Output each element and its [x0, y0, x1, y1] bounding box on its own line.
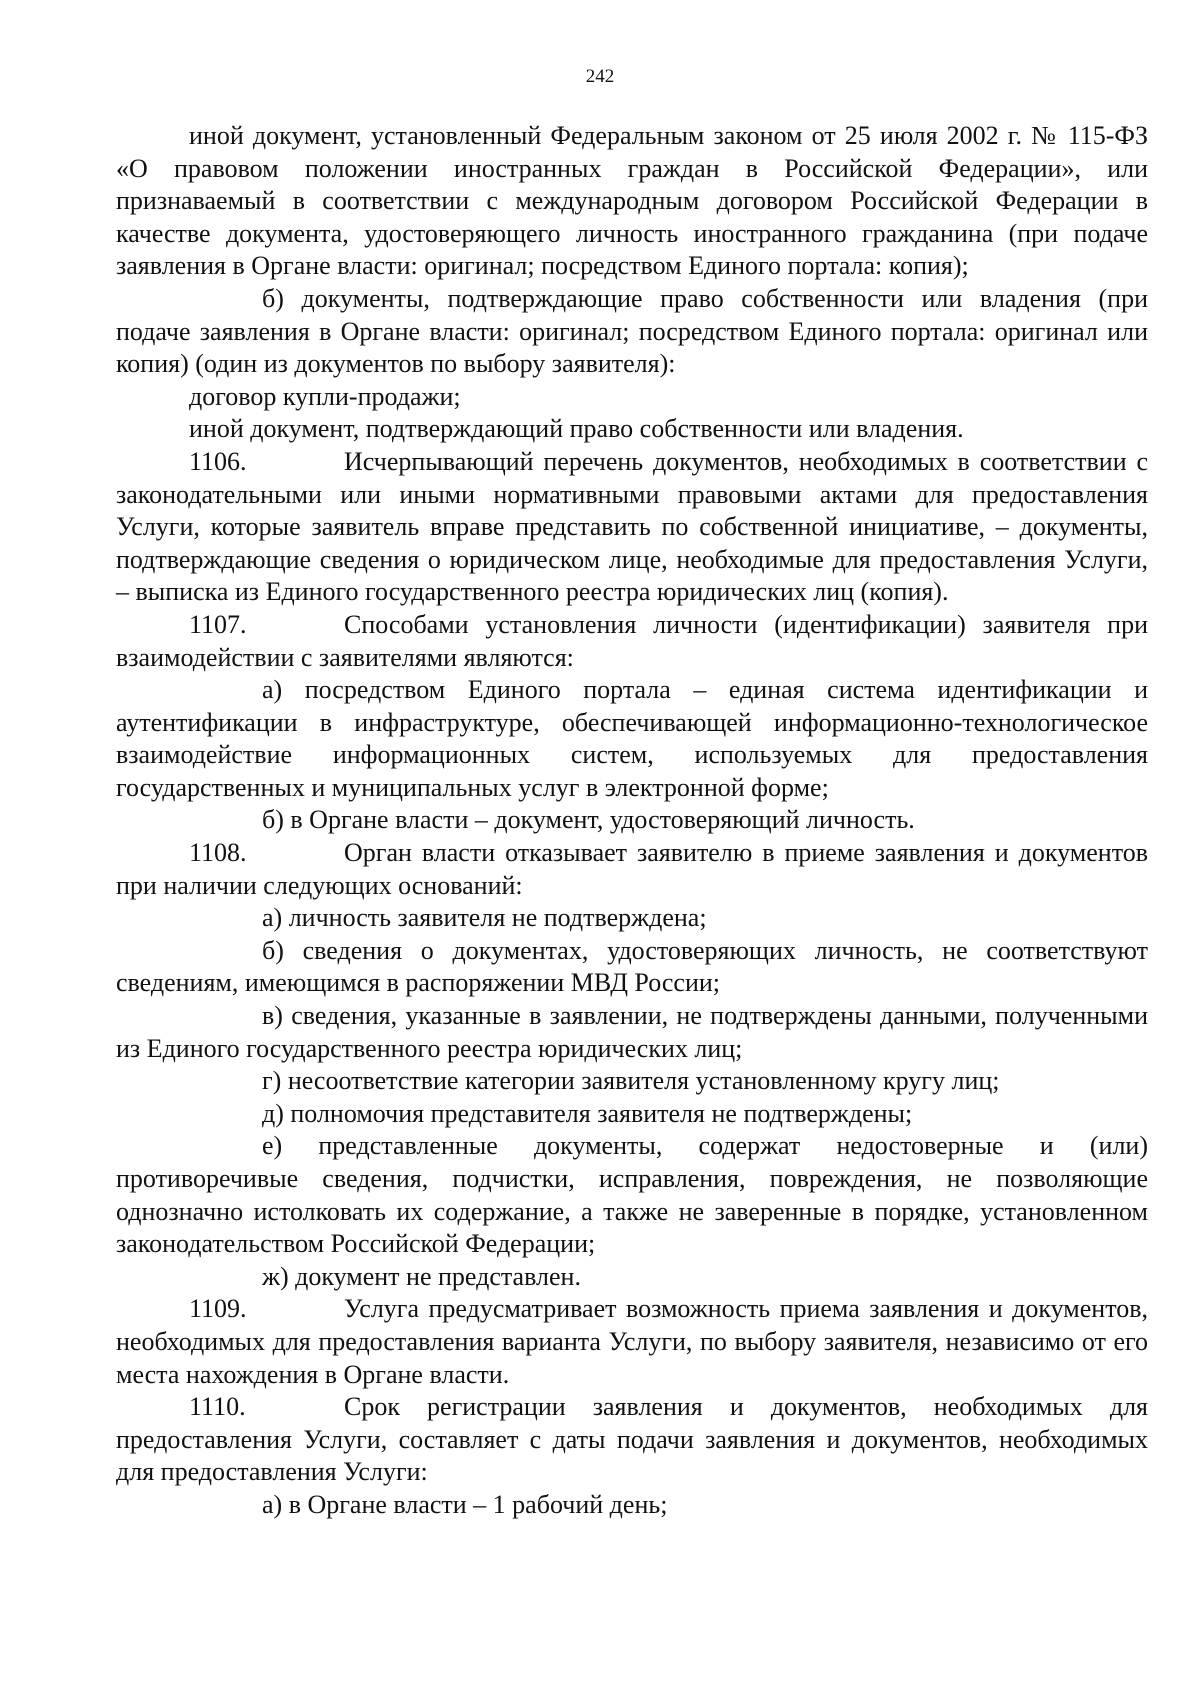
item-label: в) — [262, 1001, 283, 1031]
item-label: а) — [262, 675, 283, 705]
item-label: д) — [262, 1098, 284, 1128]
clause-number: 1108. — [189, 838, 247, 868]
item-label: б) — [262, 805, 284, 835]
list-item — [116, 1098, 1148, 1131]
list-item — [116, 902, 1148, 935]
paragraph — [116, 413, 1148, 446]
clause-number: 1109. — [189, 1294, 247, 1324]
item-label: е) — [262, 1131, 283, 1161]
item-text: документ не представлен. — [295, 1261, 581, 1291]
page-number: 242 — [585, 66, 615, 87]
paragraph — [116, 381, 1148, 414]
paragraph-text: иной документ, подтверждающий право собственности или владения. — [189, 414, 964, 444]
item-label: ж) — [262, 1261, 289, 1291]
numbered-clause — [116, 1391, 1148, 1489]
paragraph-text: договор купли-продажи; — [189, 381, 461, 411]
item-text: в Органе власти – 1 рабочий день; — [288, 1489, 668, 1519]
clause-text: Срок регистрации заявления и документов, необходимых для предоставления Услуги, составляет с даты подачи заявления и документов, необходимых для предоставления Услуги: — [116, 1392, 1148, 1487]
item-text: личность заявителя не подтверждена; — [288, 903, 707, 933]
item-text: в Органе власти – документ, удостоверяющий личность. — [290, 805, 915, 835]
list-item — [116, 1489, 1148, 1522]
item-text: представленные документы, содержат недостоверные и (или) противоречивые сведения, подчистки, исправления, повреждения, не позволяющие однозначно истолковать их содержание, а также не заверенные в порядке, установленном законодательством Российской Федерации; — [116, 1131, 1148, 1259]
item-label: б) — [262, 935, 284, 965]
list-item — [116, 804, 1148, 837]
clause-text: Исчерпывающий перечень документов, необходимых в соответствии с законодательными или иными нормативными правовыми актами для предоставления Услуги, которые заявитель вправе представить по собственной инициативе, – документы, подтверждающие сведения о юридическом лице, необходимые для предоставления Услуги, – выписка из Единого государственного реестра юридических лиц (копия). — [116, 446, 1148, 607]
item-label: б) — [262, 283, 284, 313]
clause-text: Услуга предусматривает возможность приема заявления и документов, необходимых для предоставления варианта Услуги, по выбору заявителя, независимо от его места нахождения в Органе власти. — [116, 1294, 1148, 1389]
paragraph — [116, 120, 1148, 283]
item-text: несоответствие категории заявителя установленному кругу лиц; — [287, 1066, 1000, 1096]
clause-number: 1110. — [189, 1392, 246, 1422]
document-body — [116, 120, 1148, 1522]
list-item — [116, 1065, 1148, 1098]
list-item — [116, 1130, 1148, 1260]
numbered-clause — [116, 446, 1148, 609]
item-label: а) — [262, 1489, 283, 1519]
clause-text: Способами установления личности (идентификации) заявителя при взаимодействии с заявителями являются: — [116, 609, 1148, 672]
list-item — [116, 674, 1148, 804]
item-label: г) — [262, 1066, 282, 1096]
item-text: сведения о документах, удостоверяющих личность, не соответствуют сведениям, имеющимся в распоряжении МВД России; — [116, 935, 1148, 998]
list-item — [116, 1261, 1148, 1294]
list-item — [116, 283, 1148, 381]
item-text: посредством Единого портала – единая система идентификации и аутентификации в инфраструктуре, обеспечивающей информационно-технологическое взаимодействие информационных систем, используемых для предоставления государственных и муниципальных услуг в электронной форме; — [116, 675, 1149, 802]
item-text: сведения, указанные в заявлении, не подтверждены данными, полученными из Единого государственного реестра юридических лиц; — [116, 1001, 1149, 1063]
clause-number: 1107. — [189, 609, 247, 639]
numbered-clause — [116, 609, 1148, 674]
numbered-clause — [116, 1293, 1148, 1391]
item-text: документы, подтверждающие право собственности или владения (при подаче заявления в Органе власти: оригинал; посредством Единого портала: оригинал или копия) (один из документов по выбору заявителя): — [116, 283, 1149, 379]
item-text: полномочия представителя заявителя не подтверждены; — [290, 1098, 913, 1128]
paragraph-text: иной документ, установленный Федеральным законом от 25 июля 2002 г. № 115-ФЗ «О правовом положении иностранных граждан в Российской Федерации», или признаваемый в соответствии с международным договором Российской Федерации в качестве документа, удостоверяющего личность иностранного гражданина (при подаче заявления в Органе власти: оригинал; посредством Единого портала: копия); — [116, 121, 1148, 281]
numbered-clause — [116, 837, 1148, 902]
list-item — [116, 935, 1148, 1000]
list-item — [116, 1000, 1148, 1065]
item-label: а) — [262, 903, 283, 933]
clause-number: 1106. — [189, 446, 247, 476]
clause-text: Орган власти отказывает заявителю в приеме заявления и документов при наличии следующих оснований: — [116, 838, 1148, 900]
